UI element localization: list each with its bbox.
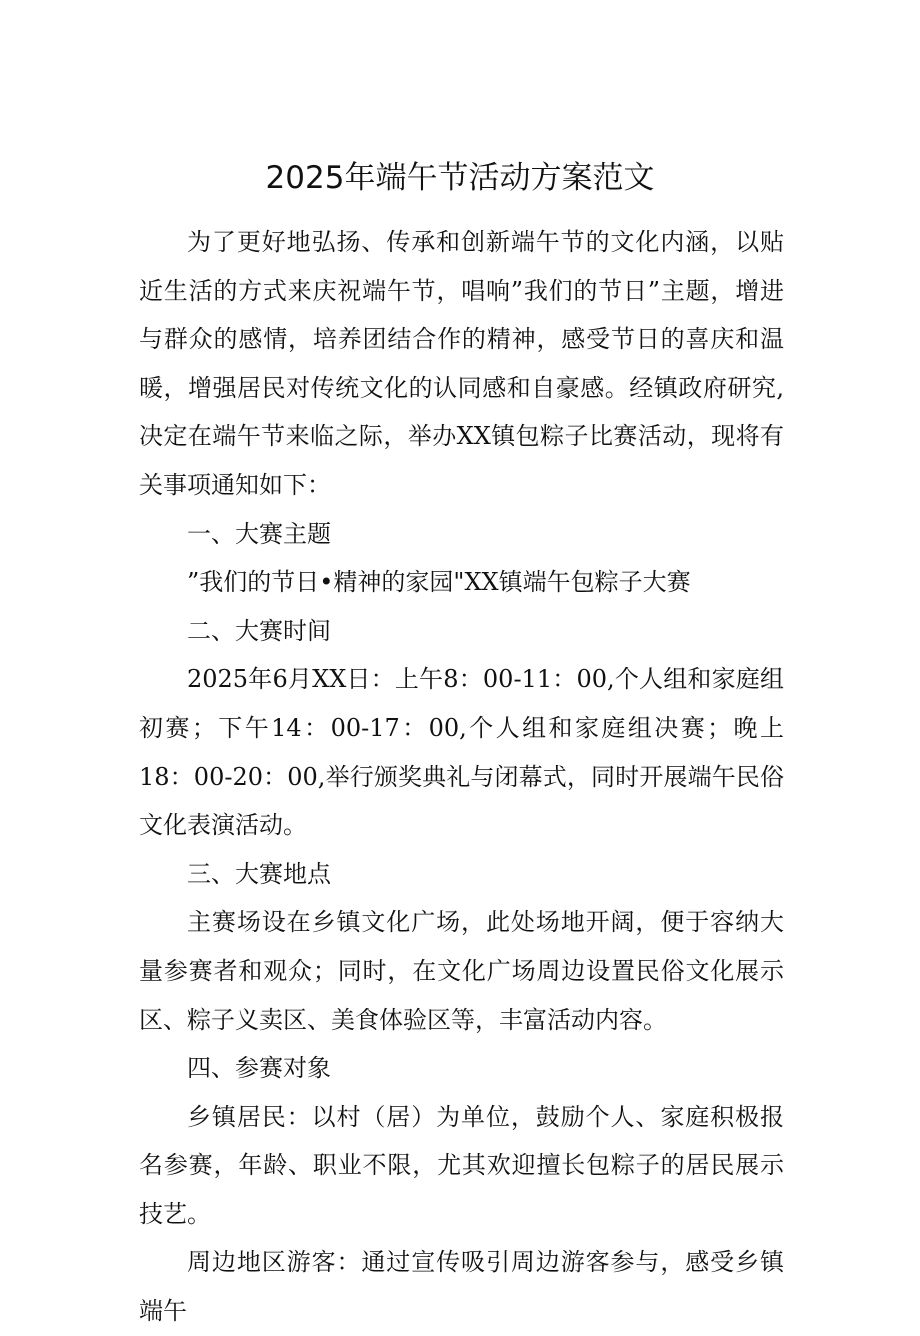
section-paragraph-residents: 乡镇居民：以村（居）为单位，鼓励个人、家庭积极报名参赛，年龄、职业不限，尤其欢迎擅长包粽子的居民展示技艺。	[139, 1102, 784, 1228]
document-title: 2025年端午节活动方案范文	[265, 160, 655, 196]
section-paragraph-tourists: 周边地区游客：通过宣传吸引周边游客参与，感受乡镇端午	[139, 1248, 784, 1326]
section-paragraph-theme: ”我们的节日•精神的家园"XX镇端午包粽子大赛	[187, 568, 691, 597]
section-paragraph-location: 主赛场设在乡镇文化广场，此处场地开阔，便于容纳大量参赛者和观众；同时，在文化广场周边设置民俗文化展示区、粽子义卖区、美食体验区等，丰富活动内容。	[139, 908, 784, 1034]
section-heading-theme: 一、大赛主题	[187, 519, 331, 548]
section-heading-participants: 四、参赛对象	[187, 1054, 331, 1083]
section-paragraph-time: 2025年6月XX日：上午8：00-11：00,个人组和家庭组初赛；下午14：00-17：00,个人组和家庭组决赛；晚上18：00-20：00,举行颁奖典礼与闭幕式，同时开展端午民俗文化表演活动。	[139, 665, 784, 840]
section-heading-location: 三、大赛地点	[187, 859, 331, 888]
intro-paragraph: 为了更好地弘扬、传承和创新端午节的文化内涵，以贴近生活的方式来庆祝端午节，唱响”我们的节日”主题，增进与群众的感情，培养团结合作的精神，感受节日的喜庆和温暖，增强居民对传统文化的认同感和自豪感。经镇政府研究,决定在端午节来临之际，举办XX镇包粽子比赛活动，现将有关事项通知如下：	[139, 228, 784, 499]
section-heading-time: 二、大赛时间	[187, 616, 331, 645]
document-body	[139, 218, 784, 1336]
